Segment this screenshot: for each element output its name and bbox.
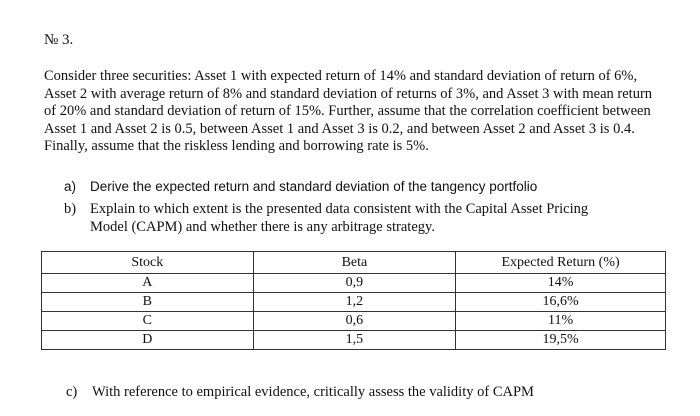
cell-stock: C [42,312,254,331]
cell-stock: A [42,274,254,293]
question-a [64,178,537,196]
cell-return: 16,6% [456,293,666,312]
cell-return: 19,5% [456,331,666,350]
cell-stock: D [42,331,254,350]
question-a-marker: a) [64,179,77,194]
question-c-text: With reference to empirical evidence, critically assess the validity of CAPM [92,384,534,400]
question-b-marker: b) [64,201,77,217]
question-c [66,383,534,401]
table-row [42,312,666,331]
table-row [42,331,666,350]
cell-stock: B [42,293,254,312]
cell-return: 11% [456,312,666,331]
header-expected-return: Expected Return (%) [456,252,666,274]
table-row [42,274,666,293]
cell-beta: 1,2 [253,293,456,312]
question-a-text: Derive the expected return and standard deviation of the tangency portfolio [90,179,538,194]
header-stock: Stock [42,252,254,274]
cell-beta: 0,9 [253,274,456,293]
header-beta: Beta [253,252,456,274]
question-c-marker: c) [66,384,78,400]
question-b-line1: Explain to which extent is the presented data consistent with the Capital Asset Pricing [90,201,589,217]
question-b-line2: Model (CAPM) and whether there is any arbitrage strategy. [90,219,435,235]
cell-beta: 0,6 [253,312,456,331]
table-header-row [42,252,666,274]
stock-table [41,251,666,350]
cell-beta: 1,5 [253,331,456,350]
problem-statement: Consider three securities: Asset 1 with expected return of 14% and standard deviation of return of 6%, Asset 2 with average return of 8% and standard deviation of returns of 3%, and Asset 3 with mean return of 20% and standard deviation of return of 15%. Further, assume that the correlation coefficient between Asset 1 and Asset 2 is 0.5, between Asset 1 and Asset 3 is 0.2, and between Asset 2 and Asset 3 is 0.4. Finally, assume that the riskless lending and borrowing rate is 5%. [44,68,653,154]
problem-number: № 3. [44,32,74,48]
table-row [42,293,666,312]
question-b [64,200,654,236]
cell-return: 14% [456,274,666,293]
